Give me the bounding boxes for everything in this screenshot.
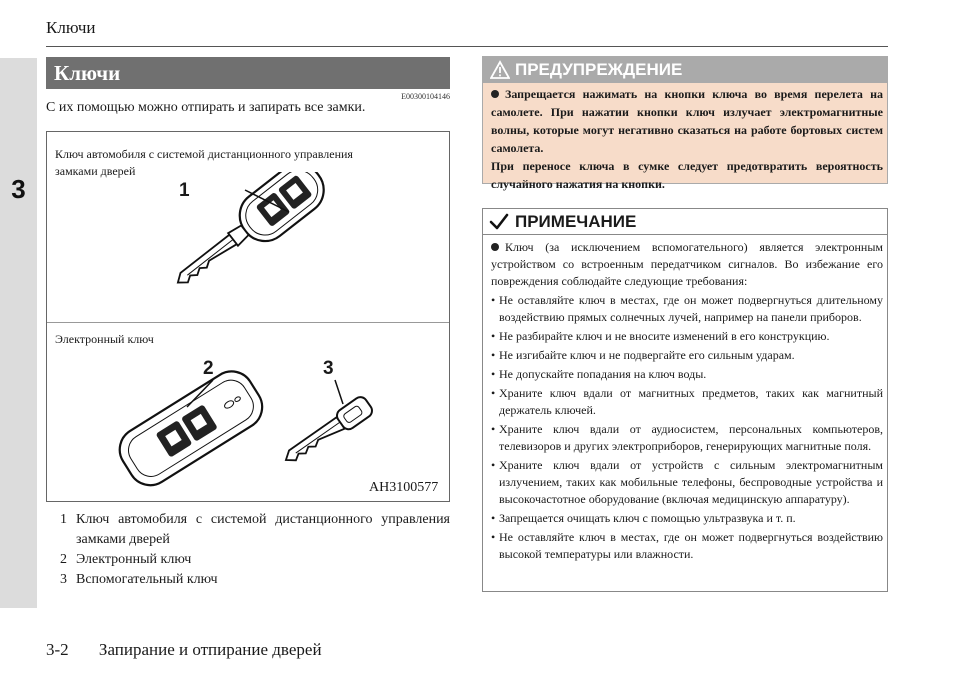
section-code: E00300104146 [401,92,450,101]
warning-title: ПРЕДУПРЕЖДЕНИЕ [515,60,683,79]
note-item-text: Не изгибайте ключ и не подвергайте его сильным ударам. [499,348,795,362]
note-item: • Не оставляйте ключ в местах, где он может подвергнуться воздействию высокой температуры или влажности. [491,530,883,561]
figure-caption-remote-key: Ключ автомобиля с системой дистанционного управления замками дверей [55,147,353,178]
legend-item [60,550,450,570]
legend-item [60,570,450,590]
legend-number: 3 [60,572,67,587]
note-title: ПРИМЕЧАНИЕ [515,212,637,231]
legend-number: 1 [60,512,67,527]
footer-chapter-title: Запирание и отпирание дверей [98,640,322,659]
note-item: • Не допускайте попадания на ключ воды. [491,366,883,383]
legend-number: 2 [60,552,67,567]
note-intro: Ключ (за исключением вспомогательного) является электронным устройством со встроенным передатчиком сигналов. Во избежание его повреждения соблюдайте следующие требования: [491,240,883,288]
figure-legend [60,510,450,590]
note-item-text: Храните ключ вдали от магнитных предметов, таких как магнитный держатель ключей. [499,386,883,417]
note-item: • Храните ключ вдали от устройств с сильным электромагнитным излучением, таких как мобильные телефоны, беспроводные устройства и высокочастотное оборудование (включая медицинскую аппаратуру). [491,458,883,506]
section-intro: С их помощью можно отпирать и запирать все замки. [46,100,366,115]
note-item-text: Храните ключ вдали от аудиосистем, персональных компьютеров, телевизоров и других электроприборов, генерирующих магнитные поля. [499,422,883,453]
note-item: • Храните ключ вдали от аудиосистем, персональных компьютеров, телевизоров и других электроприборов, генерирующих магнитные поля. [491,422,883,453]
note-item-text: Храните ключ вдали от устройств с сильным электромагнитным излучением, таких как мобильные телефоны, беспроводные устройства и высокочастотное оборудование (включая медицинскую аппаратуру). [499,458,883,506]
note-item: • Не оставляйте ключ в местах, где он может подвергнуться длительному воздействию прямых солнечных лучей, например на панели приборов. [491,293,883,324]
page-footer [46,640,322,660]
figure-label-3: 3 [323,358,334,379]
legend-text: Электронный ключ [76,552,192,567]
note-box [482,208,888,592]
note-item-text: Не оставляйте ключ в местах, где он может подвергнуться воздействию высокой температуры или влажности. [499,530,883,561]
chapter-side-tab [0,58,37,608]
header-rule [46,46,888,47]
note-item-text: Запрещается очищать ключ с помощью ультразвука и т. п. [499,511,796,525]
figure-label-2: 2 [203,358,214,379]
page-header-title: Ключи [46,18,96,37]
auxiliary-key-illustration [275,394,385,474]
note-item-text: Не разбирайте ключ и не вносите изменений в его конструкцию. [499,329,830,343]
legend-text: Вспомогательный ключ [76,572,218,587]
note-item: • Запрещается очищать ключ с помощью ультразвука и т. п. [491,510,883,527]
warning-header [483,57,887,83]
keys-figure [46,131,450,502]
note-list [491,292,883,563]
warning-box [482,56,888,191]
legend-item [60,510,450,550]
note-item-text: Не допускайте попадания на ключ воды. [499,367,707,381]
note-item: • Не разбирайте ключ и не вносите изменений в его конструкцию. [491,328,883,345]
warning-body [491,85,883,193]
chapter-number: 3 [11,174,26,204]
page-number: 3-2 [46,640,69,659]
figure-code: AH3100577 [369,480,439,495]
bullet-icon [491,90,499,98]
section-title: Ключи [46,57,450,89]
bullet-icon [491,243,499,251]
figure-caption-electronic-key: Электронный ключ [55,332,154,346]
warning-triangle-icon [490,60,510,80]
note-header [483,209,887,235]
legend-text: Ключ автомобиля с системой дистанционного управления замками дверей [76,512,450,547]
note-item: • Не изгибайте ключ и не подвергайте его сильным ударам. [491,347,883,364]
warning-text-1: Запрещается нажимать на кнопки ключа во время перелета на самолете. При нажатии кнопки ключ излучает электромагнитные волны, которые могут негативно сказаться на работе бортовых систем самолета. [491,87,883,155]
checkmark-icon [489,213,509,231]
warning-text-2: При переносе ключа в сумке следует предотвратить вероятность случайного нажатия на кнопки. [491,159,883,191]
note-body [491,239,883,563]
figure-label-1: 1 [179,180,190,201]
note-item-text: Не оставляйте ключ в местах, где он может подвергнуться длительному воздействию прямых солнечных лучей, например на панели приборов. [499,293,883,324]
note-item: • Храните ключ вдали от магнитных предметов, таких как магнитный держатель ключей. [491,386,883,417]
pointer-lines [47,132,449,501]
